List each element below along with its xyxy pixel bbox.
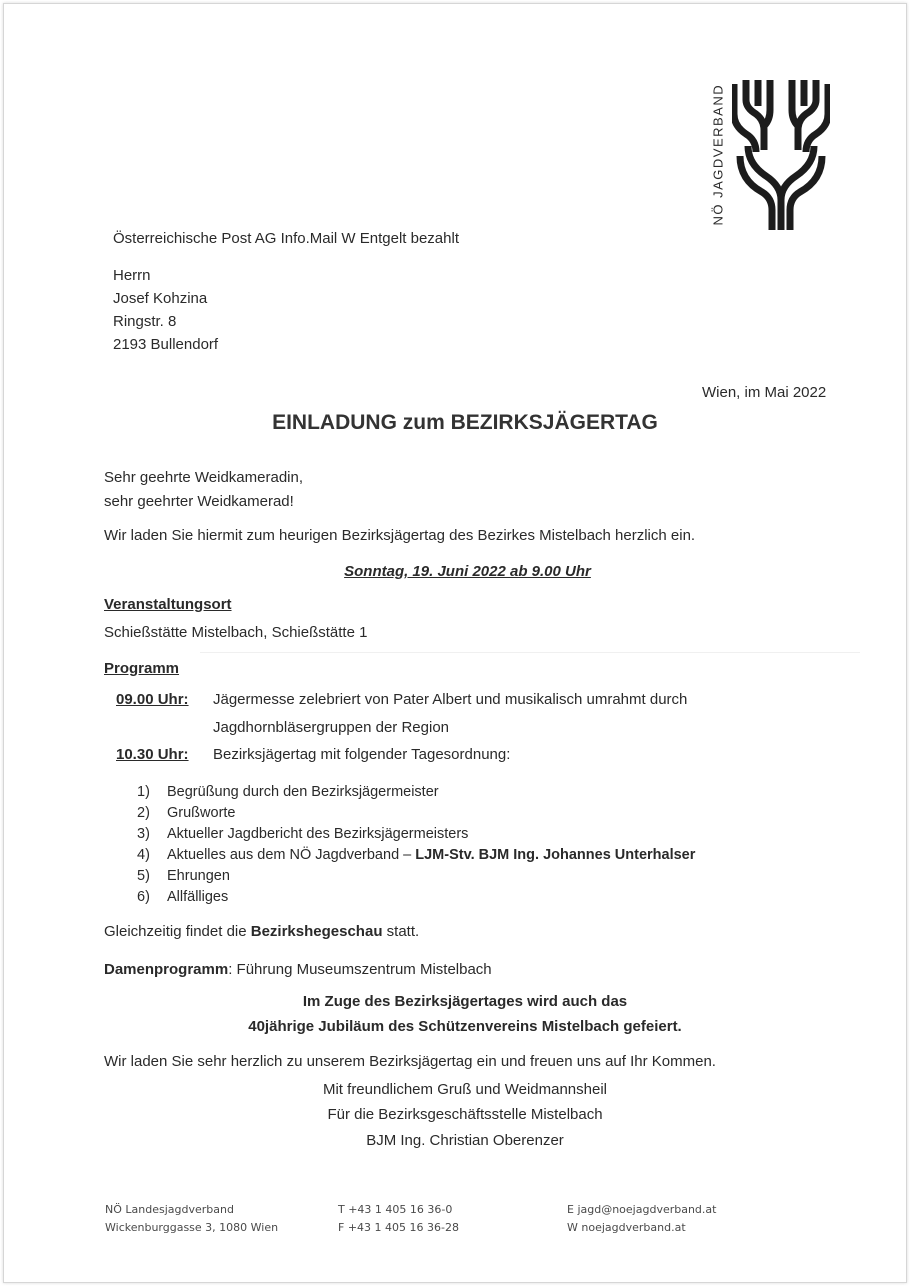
signature-name: BJM Ing. Christian Oberenzer [366,1132,564,1149]
footer-organization [105,1201,278,1237]
list-item: 1) Begrüßung durch den Bezirksjägermeister [137,784,439,800]
fold-line [200,652,860,653]
agenda-list [137,782,695,908]
salutation-line: Sehr geehrte Weidkameradin, [104,469,303,486]
postage-notice: Österreichische Post AG Info.Mail W Entgelt bezahlt [113,230,459,247]
program-description: Jägermesse zelebriert von Pater Albert und musikalisch umrahmt durch [213,691,688,708]
list-item: 6) Allfälliges [137,889,229,905]
footer-email: E jagd@noejagdverband.at [567,1203,717,1216]
intro-text: Wir laden Sie hiermit zum heurigen Bezirksjägertag des Bezirkes Mistelbach herzlich ein. [104,527,696,544]
recipient-address [113,267,218,359]
venue-heading: Veranstaltungsort [104,596,232,613]
hegeschau-text: Gleichzeitig findet die Bezirkshegeschau statt. [104,923,420,940]
footer-address: Wickenburggasse 3, 1080 Wien [105,1221,279,1234]
jubilee-line: 40jährige Jubiläum des Schützenvereins Mistelbach gefeiert. [248,1018,682,1035]
program-time: 10.30 Uhr: [116,746,189,763]
recipient-line: Josef Kohzina [113,290,208,307]
event-date: Sonntag, 19. Juni 2022 ab 9.00 Uhr [344,563,591,580]
footer-contact [567,1201,716,1237]
program-description: Jagdhornbläsergruppen der Region [213,719,450,736]
signature-line: Mit freundlichem Gruß und Weidmannsheil [322,1081,607,1098]
jubilee-line: Im Zuge des Bezirksjägertages wird auch das [302,993,628,1010]
list-item: 3) Aktueller Jagdbericht des Bezirksjägermeisters [137,826,469,842]
list-item: 4) Aktuelles aus dem NÖ Jagdverband – LJM-Stv. BJM Ing. Johannes Unterhalser [137,847,696,863]
footer-phone [338,1201,459,1237]
footer-web: W noejagdverband.at [567,1221,686,1234]
page-title: EINLADUNG zum BEZIRKSJÄGERTAG [272,411,658,434]
footer-org-name: NÖ Landesjagdverband [105,1203,234,1216]
logo-wordmark: NÖ JAGDVERBAND [710,83,726,226]
noe-jagdverband-logo [708,78,833,236]
list-item: 5) Ehrungen [137,868,230,884]
list-item: 2) Grußworte [137,805,236,821]
program-heading: Programm [104,660,180,677]
venue-text: Schießstätte Mistelbach, Schießstätte 1 [104,624,368,641]
closing-text: Wir laden Sie sehr herzlich zu unserem Bezirksjägertag ein und freuen uns auf Ihr Kommen. [104,1053,716,1070]
place-date: Wien, im Mai 2022 [702,384,827,401]
ladies-program: Damenprogramm: Führung Museumszentrum Mistelbach [104,961,492,978]
program-time: 09.00 Uhr: [116,691,189,708]
antler-y-logo-icon [732,80,830,232]
footer-tel: T +43 1 405 16 36-0 [338,1203,453,1216]
recipient-line: Ringstr. 8 [113,313,177,330]
recipient-line: Herrn [113,267,151,284]
speaker-name: LJM-Stv. BJM Ing. Johannes Unterhalser [415,847,696,863]
salutation-line: sehr geehrter Weidkamerad! [104,493,294,510]
recipient-line: 2193 Bullendorf [113,336,219,353]
signature-line: Für die Bezirksgeschäftsstelle Mistelbach [327,1106,603,1123]
footer-fax: F +43 1 405 16 36-28 [338,1221,459,1234]
program-description: Bezirksjägertag mit folgender Tagesordnung: [213,746,511,763]
salutation [104,469,303,511]
